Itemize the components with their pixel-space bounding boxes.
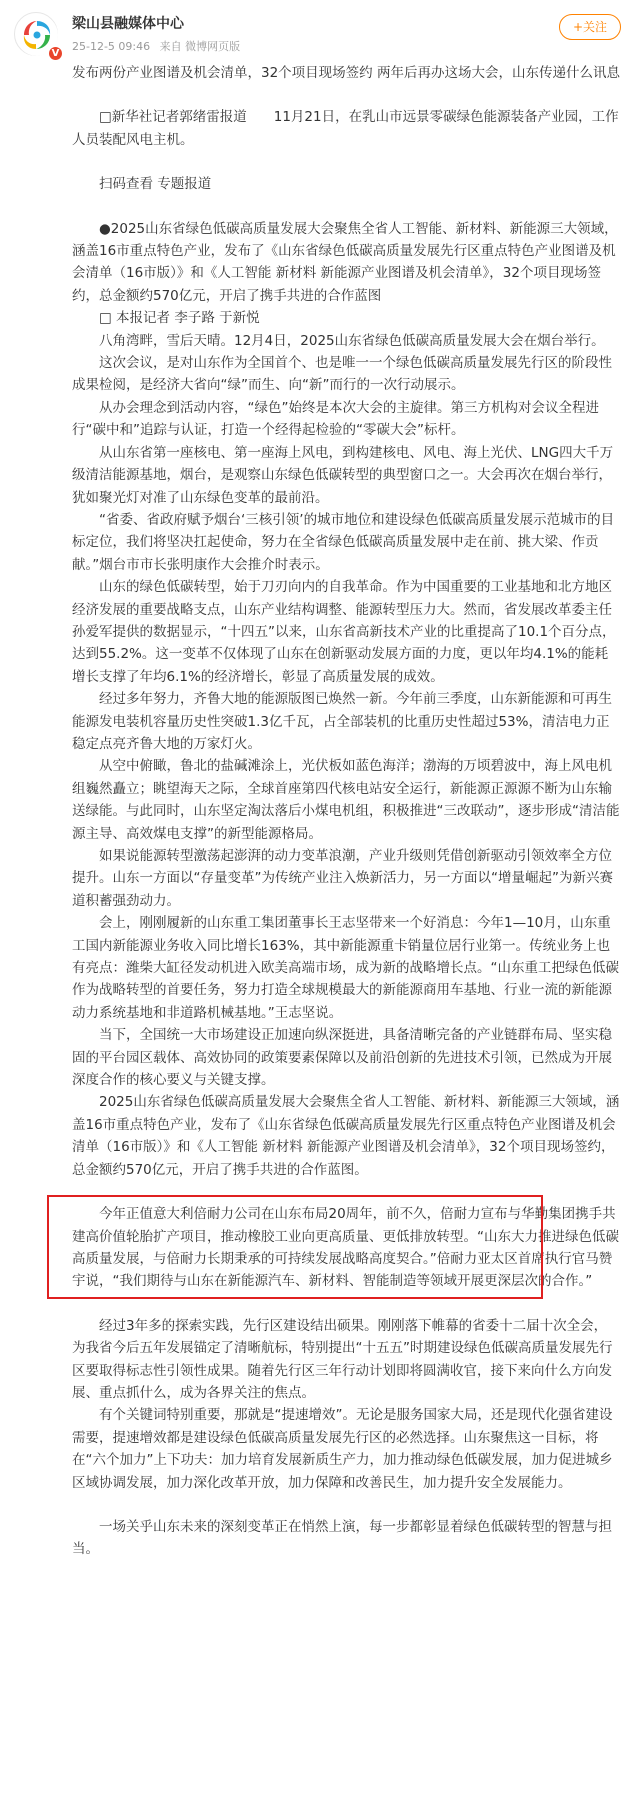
post-paragraph: 八角湾畔，雪后天晴。12月4日，2025山东省绿色低碳高质量发展大会在烟台举行。 [99, 332, 605, 349]
post-paragraph: 经过3年多的探索实践，先行区建设结出硕果。刚刚落下帷幕的省委十二届十次全会，为我省今后五年发展锚定了清晰航标，特别提出“十五五”时期建设绿色低碳高质量发展先行区要取得标志性引领性成果。随着先行区三年行动计划即将圆满收官，接下来向什么方向发展、重点抓什么，成为各界关注的焦点。 [72, 1317, 613, 1401]
post-paragraph: 当下，全国统一大市场建设正加速向纵深挺进，具备清晰完备的产业链群布局、坚实稳固的平台园区载体、高效协同的政策要素保障以及前沿创新的先进技术引领，已然成为开展深度合作的核心要义与关键支撑。 [72, 1027, 612, 1089]
post-paragraph: ●2025山东省绿色低碳高质量发展大会聚焦全省人工智能、新材料、新能源三大领域，涵盖16市重点特色产业，发布了《山东省绿色低碳高质量发展先行区重点特色产业图谱及机会清单（16市版）》和《人工智能 新材料 新能源产业图谱及机会清单》，32个项目现场签约，总金额约570亿元，开启了携手共进的合作蓝图 [72, 220, 618, 304]
post-paragraph: 从山东省第一座核电、第一座海上风电，到构建核电、风电、海上光伏、LNG四大千万级清洁能源基地，烟台，是观察山东绿色低碳转型的典型窗口之一。大会再次在烟台举行，犹如聚光灯对准了山东绿色变革的最前沿。 [72, 444, 614, 506]
post-header [0, 0, 635, 62]
post-paragraph: 山东的绿色低碳转型，始于刀刃向内的自我革命。作为中国重要的工业基地和北方地区经济发展的重要战略支点，山东产业结构调整、能源转型压力大。然而，省发展改革委主任孙爱军提供的数据显示，“十四五”以来，山东省高新技术产业的比重提高了10.1个百分点，达到55.2%。这一变革不仅体现了山东在创新驱动发展方面的力度，更以年均4.1%的能耗增长支撑了年均6.1%的经济增长，彰显了高质量发展的成效。 [72, 579, 616, 685]
post-paragraph: □ 本报记者 李子路 于新悦 [99, 310, 260, 327]
post-paragraph: 如果说能源转型激荡起澎湃的动力变革浪潮，产业升级则凭借创新驱动引领效率全方位提升。山东一方面以“存量变革”为传统产业注入焕新活力，另一方面以“增量崛起”为新兴赛道积蓄强劲动力。 [72, 848, 613, 909]
post-paragraph: 2025山东省绿色低碳高质量发展大会聚焦全省人工智能、新材料、新能源三大领域，涵盖16市重点特色产业，发布了《山东省绿色低碳高质量发展先行区重点特色产业图谱及机会清单（16市版）》和《人工智能 新材料 新能源产业图谱及机会清单》，32个项目现场签约，总金额约570亿元，开启了携手共进的合作蓝图。 [72, 1094, 620, 1178]
follow-button[interactable]: +关注 [559, 14, 621, 40]
avatar[interactable] [14, 12, 60, 59]
post-paragraph: “省委、省政府赋予烟台‘三核引领’的城市地位和建设绿色低碳高质量发展示范城市的目标定位，我们将坚决扛起使命，努力在全省绿色低碳高质量发展中走在前、挑大梁、作贡献。”烟台市市长张明康作大会推介时表示。 [72, 511, 615, 573]
post-source: 来自 微博网页版 [159, 40, 241, 53]
post-paragraph: 经过多年努力，齐鲁大地的能源版图已焕然一新。今年前三季度，山东新能源和可再生能源发电装机容量历史性突破1.3亿千瓦，占全部装机的比重历史性超过53%，清洁电力正稳定点亮齐鲁大地的万家灯火。 [72, 691, 612, 752]
post-paragraph: □新华社记者郭绪雷报道 11月21日，在乳山市远景零碳绿色能源装备产业园，工作人员装配风电主机。 [72, 109, 619, 148]
post-paragraph: 发布两份产业图谱及机会清单，32个项目现场签约 两年后再办这场大会，山东传递什么讯息 [72, 65, 620, 81]
post-paragraph: 扫码查看 专题报道 [99, 176, 212, 193]
post-paragraph: 会上，刚刚履新的山东重工集团董事长王志坚带来一个好消息：今年1—10月，山东重工国内新能源业务收入同比增长163%，其中新能源重卡销量位居行业第一。传统业务上也有亮点：潍柴大缸径发动机进入欧美高端市场，成为新的战略增长点。“山东重工把绿色低碳作为战略转型的首要任务，努力打造全球规模最大的新能源商用车基地、行业一流的新能源动力系统基地和非道路机械基地。”王志坚说。 [72, 915, 619, 1021]
post-meta [72, 38, 246, 54]
post-paragraph: 从空中俯瞰，鲁北的盐碱滩涂上，光伏板如蓝色海洋；渤海的万顷碧波中，海上风电机组巍然矗立；眺望海天之际，全球首座第四代核电站安全运行，新能源正源源不断为山东输送绿能。与此同时，山东坚定淘汰落后小煤电机组，积极推进“三改联动”，逐步形成“清洁能源主导、高效煤电支撑”的新型能源格局。 [72, 758, 620, 842]
post-timestamp[interactable]: 25-12-5 09:46 [72, 40, 151, 53]
post-paragraph: 今年正值意大利倍耐力公司在山东布局20周年，前不久，倍耐力宣布与华勤集团携手共建高价值轮胎扩产项目，推动橡胶工业向更高质量、更低排放转型。“山东大力推进绿色低碳高质量发展，与倍耐力长期秉承的可持续发展战略高度契合。”倍耐力亚太区首席执行官马赞宇说，“我们期待与山东在新能源汽车、新材料、智能制造等领域开展更深层次的合作。” [72, 1206, 619, 1290]
post-body [72, 62, 620, 1561]
post-paragraph: 有个关键词特别重要，那就是“提速增效”。无论是服务国家大局，还是现代化强省建设需要，提速增效都是建设绿色低碳高质量发展先行区的必然选择。山东聚焦这一目标，将在“六个加力”上下功夫：加力培育发展新质生产力，加力推动绿色低碳发展，加力促进城乡区域协调发展，加力深化改革开放，加力保障和改善民生，加力提升安全发展能力。 [72, 1407, 613, 1491]
verified-badge-icon: V [47, 45, 64, 62]
post-paragraph: 这次会议，是对山东作为全国首个、也是唯一一个绿色低碳高质量发展先行区的阶段性成果检阅，是经济大省向“绿”而生、向“新”而行的一次行动展示。 [72, 355, 612, 394]
post-paragraph: 从办会理念到活动内容，“绿色”始终是本次大会的主旋律。第三方机构对会议全程进行“碳中和”追踪与认证，打造一个经得起检验的“零碳大会”标杆。 [72, 399, 599, 439]
account-name[interactable]: 梁山县融媒体中心 [72, 16, 184, 32]
post-paragraph: 一场关乎山东未来的深刻变革正在悄然上演，每一步都彰显着绿色低碳转型的智慧与担当。 [72, 1518, 612, 1558]
